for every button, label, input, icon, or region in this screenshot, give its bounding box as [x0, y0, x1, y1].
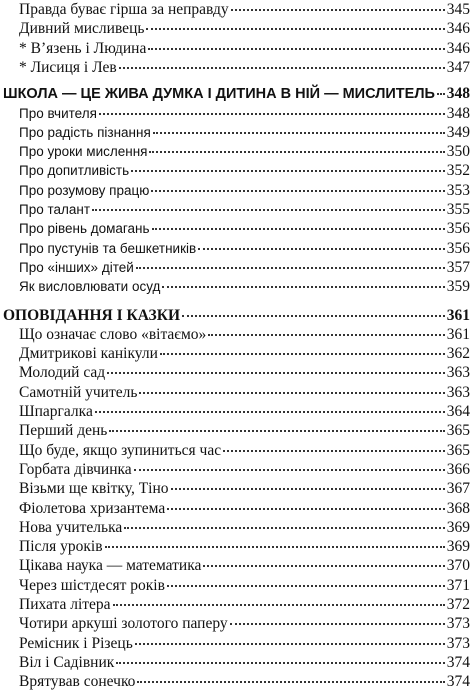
toc-entry-page: 366: [446, 460, 470, 478]
toc-entry-page: 356: [446, 239, 470, 257]
toc-entry-page: 365: [446, 441, 470, 459]
section-heading: [0, 307, 476, 326]
toc-entry-page: 355: [446, 201, 470, 218]
toc-entry: [0, 538, 476, 557]
toc-entry-page: 350: [446, 143, 470, 161]
toc-entry-title: Нова учителька: [19, 518, 123, 536]
leader-dots: [113, 604, 445, 606]
toc-entry-title: Цікава наука — математика: [19, 557, 202, 575]
toc-entry: [0, 259, 476, 278]
toc-entry: [0, 40, 476, 59]
toc-entry: [0, 442, 476, 461]
toc-entry-title: Про «інших» дітей: [19, 259, 134, 275]
toc-entry-page: 369: [446, 518, 470, 536]
toc-entry-title: Через шістдесят років: [19, 576, 165, 594]
toc-entry-title: Що означає слово «вітаємо»: [19, 325, 207, 343]
toc-entry: [0, 364, 476, 383]
toc-entry: [0, 326, 476, 345]
leader-dots: [134, 469, 445, 471]
toc-entry-page: 359: [446, 278, 470, 296]
toc-entry: [0, 162, 476, 181]
toc-entry: [0, 480, 476, 499]
toc-entry: [0, 673, 476, 692]
toc-entry-page: 369: [446, 538, 470, 556]
toc-entry-title: * Лисиця і Лев: [19, 58, 117, 76]
toc-entry-page: 361: [446, 325, 470, 343]
leader-dots: [107, 372, 445, 374]
toc-entry-page: 346: [446, 39, 470, 57]
toc-entry-page: 346: [446, 20, 470, 38]
toc-entry-title: Що буде, якщо зупиниться час: [19, 441, 222, 459]
toc-entry-page: 353: [446, 181, 470, 199]
leader-dots: [182, 315, 445, 317]
toc-entry-page: 347: [446, 58, 470, 76]
toc-entry-page: 374: [446, 673, 470, 691]
toc-entry-title: Як висловлювати осуд: [19, 279, 161, 295]
toc-entry-page: 357: [446, 258, 470, 276]
toc-entry-page: 363: [446, 364, 470, 382]
toc-entry-title: Візьми ще квітку, Тіно: [19, 480, 169, 498]
toc-entry-page: 364: [446, 403, 470, 420]
leader-dots: [136, 267, 445, 269]
toc-entry-page: 367: [446, 480, 470, 498]
toc-entry-title: * В’язень і Людина: [19, 39, 147, 57]
toc-entry-title: Про радість пізнання: [19, 124, 151, 140]
toc-entry-page: 352: [446, 162, 470, 180]
toc-entry: [0, 143, 476, 162]
leader-dots: [198, 248, 445, 250]
toc-entry-page: 372: [446, 596, 470, 613]
leader-dots: [119, 67, 445, 69]
leader-dots: [162, 286, 444, 288]
toc-entry: [0, 635, 476, 654]
toc-entry: [0, 1, 476, 20]
toc-entry: [0, 615, 476, 634]
leader-dots: [167, 508, 445, 510]
toc-entry: [0, 654, 476, 673]
leader-dots: [167, 585, 445, 587]
toc-entry-title: Правда буває гірша за неправду: [19, 1, 229, 18]
toc-entry: [0, 182, 476, 201]
leader-dots: [171, 488, 445, 490]
section-heading-title: ШКОЛА — ЦЕ ЖИВА ДУМКА І ДИТИНА В НІЙ — МИСЛИТЕЛЬ: [3, 86, 435, 103]
toc-entry-title: Про допитливість: [19, 163, 130, 179]
toc-entry-page: 370: [446, 557, 470, 575]
leader-dots: [146, 28, 444, 30]
toc-entry-page: 363: [446, 383, 470, 401]
leader-dots: [203, 565, 444, 567]
leader-dots: [95, 411, 445, 413]
toc-entry: [0, 278, 476, 297]
toc-entry-title: Про вчителя: [19, 105, 97, 121]
section-heading-page: 361: [446, 306, 470, 324]
toc-entry-title: Врятував сонечко: [19, 673, 136, 691]
toc-entry-title: Перший день: [19, 422, 108, 440]
toc-entry: [0, 201, 476, 220]
toc-entry: [0, 384, 476, 403]
leader-dots: [231, 9, 445, 11]
toc-entry-title: Фіолетова хризантема: [19, 499, 166, 517]
toc-entry: [0, 105, 476, 124]
toc-entry-page: 371: [446, 576, 470, 594]
section-heading-title: ОПОВІДАННЯ І КАЗКИ: [3, 306, 181, 324]
toc-entry-title: Про рівень домагань: [19, 221, 150, 237]
toc-entry-title: Горбата дівчинка: [19, 460, 132, 478]
toc-entry-title: Про талант: [19, 202, 91, 217]
toc-entry: [0, 403, 476, 422]
section-heading: [0, 85, 476, 104]
toc-entry: [0, 240, 476, 259]
toc-entry: [0, 220, 476, 239]
leader-dots: [153, 132, 445, 134]
toc-entry-title: Пихата літера: [19, 596, 111, 613]
toc-entry: [0, 596, 476, 615]
leader-dots: [223, 450, 445, 452]
toc-entry: [0, 461, 476, 480]
toc-entry-page: 365: [446, 422, 470, 440]
toc-entry-title: Дивний мисливець: [19, 20, 145, 38]
toc-entry: [0, 557, 476, 576]
leader-dots: [149, 151, 444, 153]
toc-entry-title: Молодий сад: [19, 364, 106, 382]
leader-dots: [116, 662, 444, 664]
toc-entry-page: 348: [446, 104, 470, 122]
toc-entry-title: Про розумову працю: [19, 182, 150, 198]
leader-dots: [160, 353, 445, 355]
leader-dots: [139, 392, 444, 394]
leader-dots: [131, 170, 445, 172]
toc-entry-page: 349: [446, 123, 470, 141]
toc-entry-page: 356: [446, 220, 470, 238]
toc-entry-page: 345: [446, 1, 470, 18]
toc-entry-title: Шпаргалка: [19, 403, 93, 420]
toc-entry-page: 362: [446, 345, 470, 363]
toc-entry-title: Чотири аркуші золотого паперу: [19, 615, 228, 633]
leader-dots: [437, 93, 445, 95]
leader-dots: [208, 334, 444, 336]
toc-entry: [0, 422, 476, 441]
toc-entry-title: Про пустунів та бешкетників: [19, 240, 197, 256]
toc-entry: [0, 345, 476, 364]
leader-dots: [135, 643, 445, 645]
leader-dots: [124, 527, 444, 529]
toc-entry-title: Самотній учитель: [19, 383, 138, 401]
toc-entry-title: Віл і Садівник: [19, 653, 115, 671]
leader-dots: [109, 430, 444, 432]
toc-entry-title: Після уроків: [19, 538, 103, 556]
toc-entry-page: 374: [446, 653, 470, 671]
toc-entry-title: Дмитрикові канікули: [19, 345, 158, 363]
toc-entry: [0, 124, 476, 143]
toc-entry-page: 373: [446, 615, 470, 633]
toc-entry-page: 373: [446, 634, 470, 652]
toc-entry-title: Ремісник і Різець: [19, 634, 133, 652]
leader-dots: [105, 546, 445, 548]
leader-dots: [99, 113, 445, 115]
leader-dots: [92, 209, 445, 211]
toc-entry: [0, 59, 476, 78]
toc-entry: [0, 519, 476, 538]
section-heading-page: 348: [446, 85, 470, 103]
toc-entry-title: Про уроки мислення: [19, 144, 148, 160]
leader-dots: [148, 48, 444, 50]
toc-entry: [0, 500, 476, 519]
leader-dots: [152, 228, 445, 230]
leader-dots: [137, 681, 444, 683]
leader-dots: [230, 623, 445, 625]
toc-entry-page: 368: [446, 499, 470, 517]
toc-entry: [0, 577, 476, 596]
leader-dots: [151, 190, 444, 192]
toc-entry: [0, 20, 476, 39]
